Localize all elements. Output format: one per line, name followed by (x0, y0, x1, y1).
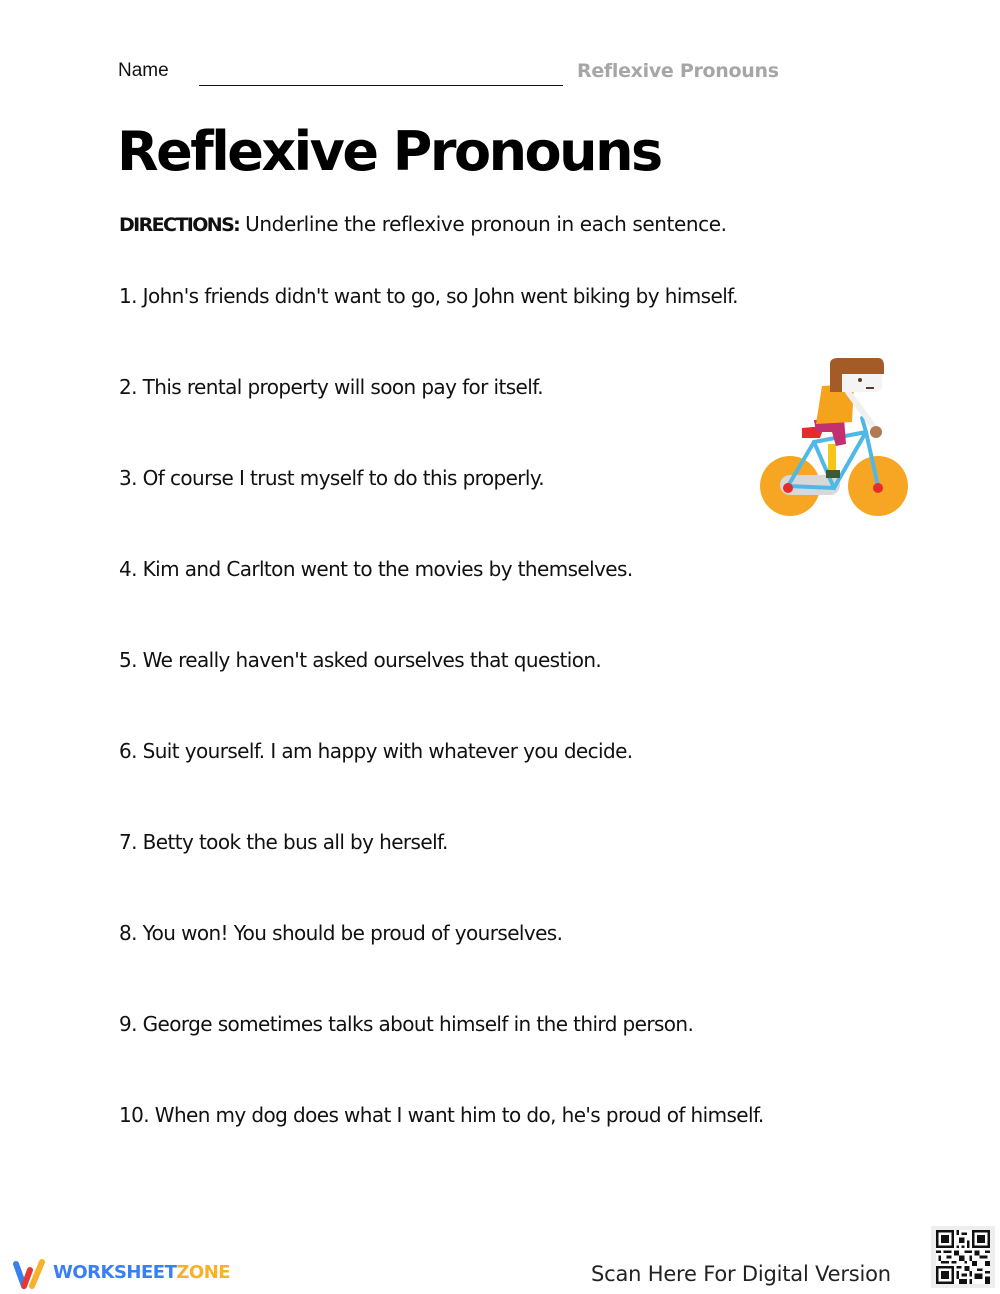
worksheet-tag: Reflexive Pronouns (577, 60, 779, 82)
kid-riding-bicycle-icon (758, 358, 910, 523)
qr-code-icon[interactable] (931, 1226, 995, 1288)
question-3: 3. Of course I trust myself to do this properly. (119, 466, 545, 490)
question-5: 5. We really haven't asked ourselves that question. (119, 648, 602, 672)
worksheetzone-logo[interactable] (12, 1258, 242, 1290)
directions-text: Underline the reflexive pronoun in each sentence. (239, 212, 727, 236)
page-title: Reflexive Pronouns (117, 120, 661, 183)
directions (119, 212, 727, 236)
name-label: Name (118, 60, 169, 81)
name-write-line[interactable] (199, 85, 563, 86)
question-8: 8. You won! You should be proud of yourselves. (119, 921, 563, 945)
brand-worksheet: WORKSHEET (53, 1262, 177, 1283)
question-6: 6. Suit yourself. I am happy with whatever you decide. (119, 739, 633, 763)
question-9: 9. George sometimes talks about himself in the third person. (119, 1012, 694, 1036)
question-1: 1. John's friends didn't want to go, so John went biking by himself. (119, 284, 738, 308)
question-10: 10. When my dog does what I want him to do, he's proud of himself. (119, 1103, 764, 1127)
brand-zone: ZONE (176, 1262, 231, 1283)
question-4: 4. Kim and Carlton went to the movies by themselves. (119, 557, 633, 581)
question-2: 2. This rental property will soon pay for itself. (119, 375, 543, 399)
directions-label: DIRECTIONS: (119, 214, 240, 236)
worksheetzone-logo-icon (12, 1258, 48, 1290)
question-7: 7. Betty took the bus all by herself. (119, 830, 448, 854)
scan-instruction: Scan Here For Digital Version (591, 1262, 891, 1286)
